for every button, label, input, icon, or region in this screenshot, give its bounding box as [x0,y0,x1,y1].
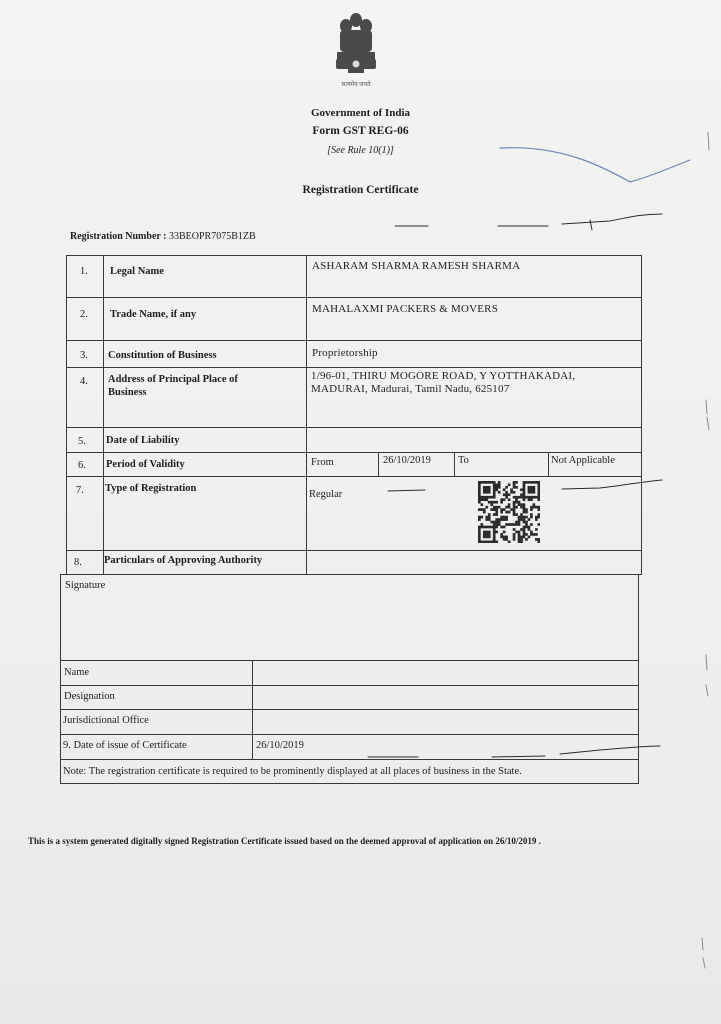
government-heading: Government of India [311,107,410,119]
legal-name-value: ASHARAM SHARMA RAMESH SHARMA [312,260,521,272]
signature-label: Signature [65,580,106,591]
jurisdictional-office-label: Jurisdictional Office [63,715,149,726]
address-label-line2: Business [108,387,147,398]
rule-reference: [See Rule 10(1)] [327,145,394,156]
row-number: 6. [78,460,86,471]
trade-name-label: Trade Name, if any [110,309,197,320]
form-heading: Form GST REG-06 [312,125,409,137]
address-value-line1: 1/96-01, THIRU MOGORE ROAD, Y YOTTHAKADAI, [311,370,576,382]
system-generated-notice: This is a system generated digitally signed Registration Certificate issued based on the deemed approval of application on 26/10/2019 . [28,836,541,846]
validity-to-label: To [458,455,469,466]
certificate-title: Registration Certificate [302,184,419,196]
constitution-label: Constitution of Business [108,350,217,361]
validity-to-value: Not Applicable [551,455,615,466]
approving-authority-label: Particulars of Approving Authority [104,555,263,566]
trade-name-value: MAHALAXMI PACKERS & MOVERS [312,303,499,315]
row-number: 8. [74,557,82,568]
emblem-caption: सत्यमेव जयते [341,82,371,88]
row-number: 4. [80,376,88,387]
row-number: 7. [76,485,84,496]
type-of-registration-label: Type of Registration [105,483,197,494]
constitution-value: Proprietorship [312,347,378,359]
address-label-line1: Address of Principal Place of [108,374,238,385]
row-number: 2. [80,309,88,320]
address-value-line2: MADURAI, Madurai, Tamil Nadu, 625107 [311,383,510,395]
row-number: 3. [80,350,88,361]
designation-label: Designation [64,691,115,702]
validity-from-label: From [311,457,334,468]
type-of-registration-value: Regular [309,489,343,500]
name-label: Name [64,667,90,678]
row-number: 1. [80,266,88,277]
period-of-validity-label: Period of Validity [106,459,185,470]
note-text: Note: The registration certificate is required to be prominently displayed at all places of business in the State. [63,766,522,777]
validity-from-value: 26/10/2019 [383,455,431,466]
registration-number-label: Registration Number : [70,231,167,242]
legal-name-label: Legal Name [110,266,164,277]
row-number: 5. [78,436,86,447]
date-of-issue-value: 26/10/2019 [256,740,304,751]
date-of-issue-label: 9. Date of issue of Certificate [63,740,187,751]
registration-number-value: 33BEOPR7075B1ZB [168,231,256,242]
date-of-liability-label: Date of Liability [106,435,180,446]
